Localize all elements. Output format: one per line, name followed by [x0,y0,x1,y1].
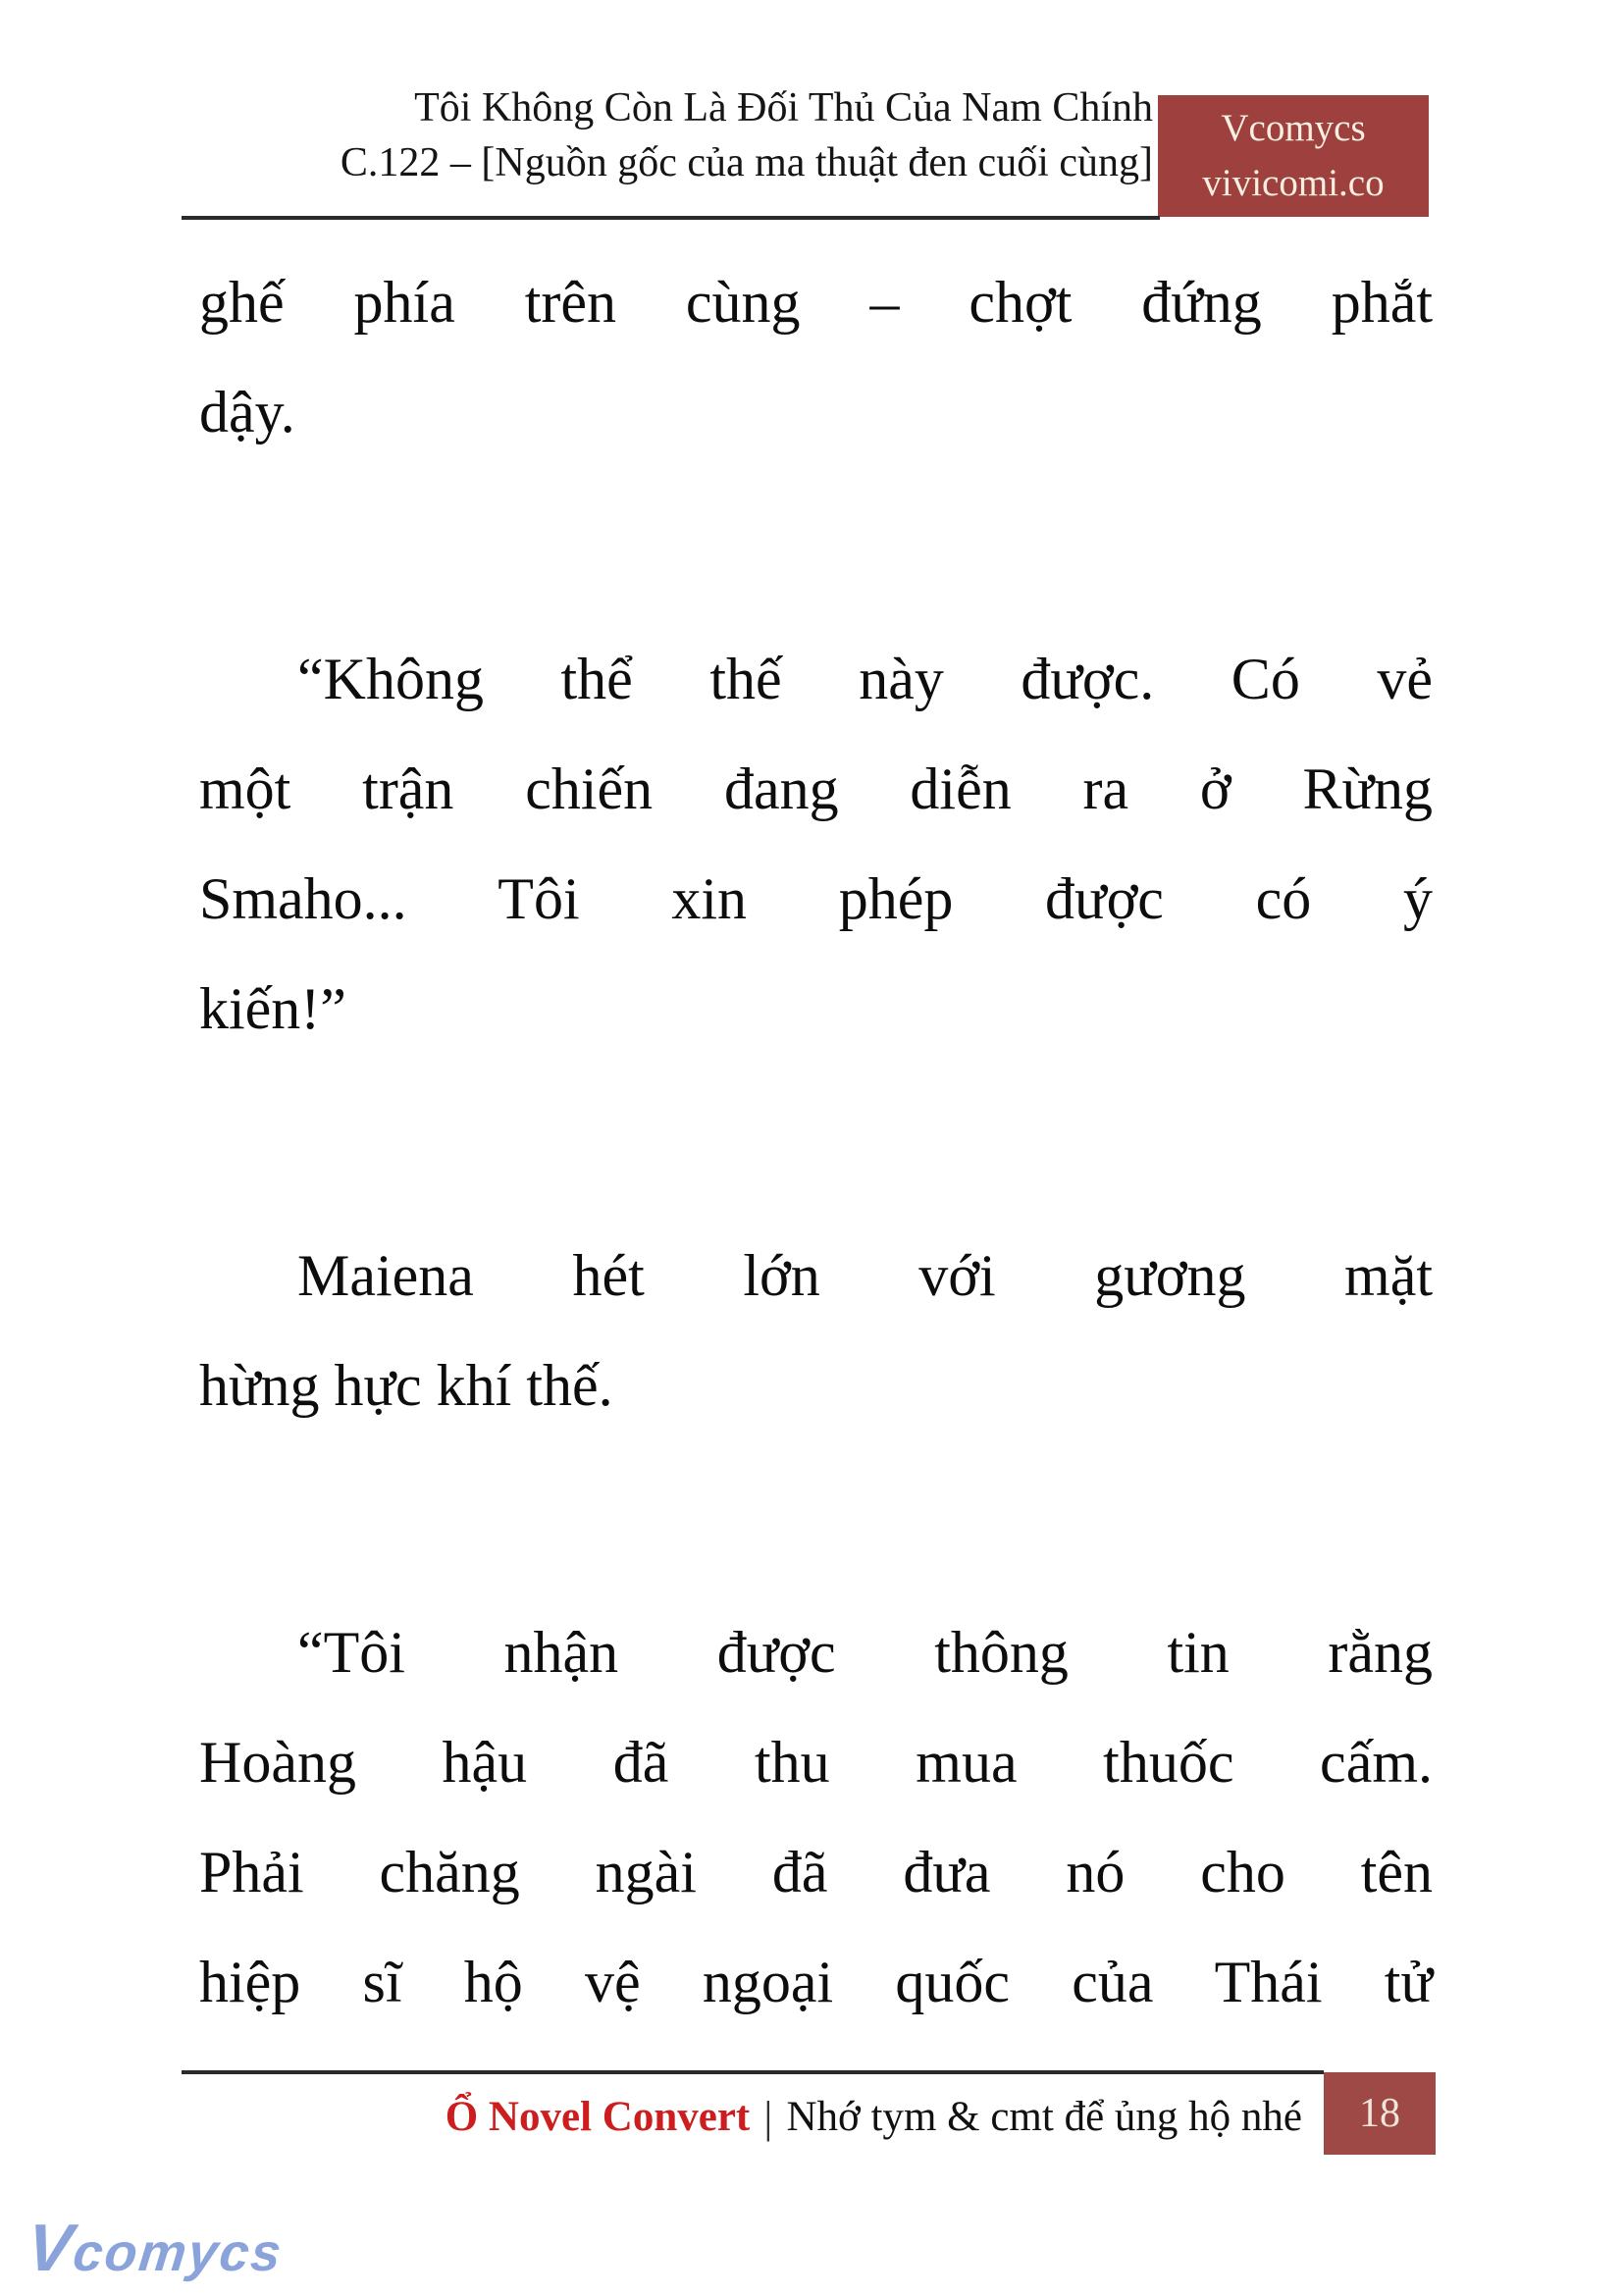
text-line: “Tôi nhận được thông tin rằng [297,1620,1433,1685]
page-number: 18 [1359,2091,1400,2136]
text-line: Maiena hét lớn với gương mặt [297,1243,1433,1308]
text-line: Smaho... Tôi xin phép được có ý [199,866,1433,931]
footer-separator: | [763,2091,773,2142]
text-line: một trận chiến đang diễn ra ở Rừng [199,756,1433,821]
text-line: Phải chăng ngài đã đưa nó cho tên [199,1840,1433,1904]
footer-bar [182,2078,1324,2155]
page-number-badge [1324,2072,1436,2155]
chapter-book-title: Tôi Không Còn Là Đối Thủ Của Nam Chính [414,85,1153,130]
vcomycs-watermark-logo [24,2210,288,2286]
paragraph-2 [199,624,1433,1064]
paragraph-3 [199,1221,1433,1440]
text-line: Hoàng hậu đã thu mua thuốc cấm. [199,1730,1433,1795]
watermark-initial: V [24,2211,79,2285]
text-line: hừng hực khí thế. [199,1353,613,1418]
footer-note: Nhớ tym & cmt để ủng hộ nhé [786,2093,1302,2140]
text-line: ghế phía trên cùng – chợt đứng phắt [199,270,1433,335]
footer-divider [182,2070,1324,2074]
text-line: kiến!” [199,976,346,1041]
publisher-badge [1158,95,1429,217]
footer-brand: Ổ Novel Convert [445,2093,751,2140]
text-line: hiệp sĩ hộ vệ ngoại quốc của Thái tử [199,1950,1433,2014]
page-header [182,80,1153,190]
text-line: “Không thể thế này được. Có vẻ [297,647,1433,711]
paragraph-1 [199,247,1433,467]
body-text [199,247,1433,2037]
paragraph-4 [199,1597,1433,2037]
text-line: dậy. [199,380,295,444]
watermark-rest: comycs [70,2223,287,2282]
header-divider [182,216,1160,220]
publisher-site: vivicomi.co [1202,162,1385,204]
publisher-name: Vcomycs [1221,107,1366,149]
chapter-subtitle: C.122 – [Nguồn gốc của ma thuật đen cuối cùng] [340,140,1153,185]
